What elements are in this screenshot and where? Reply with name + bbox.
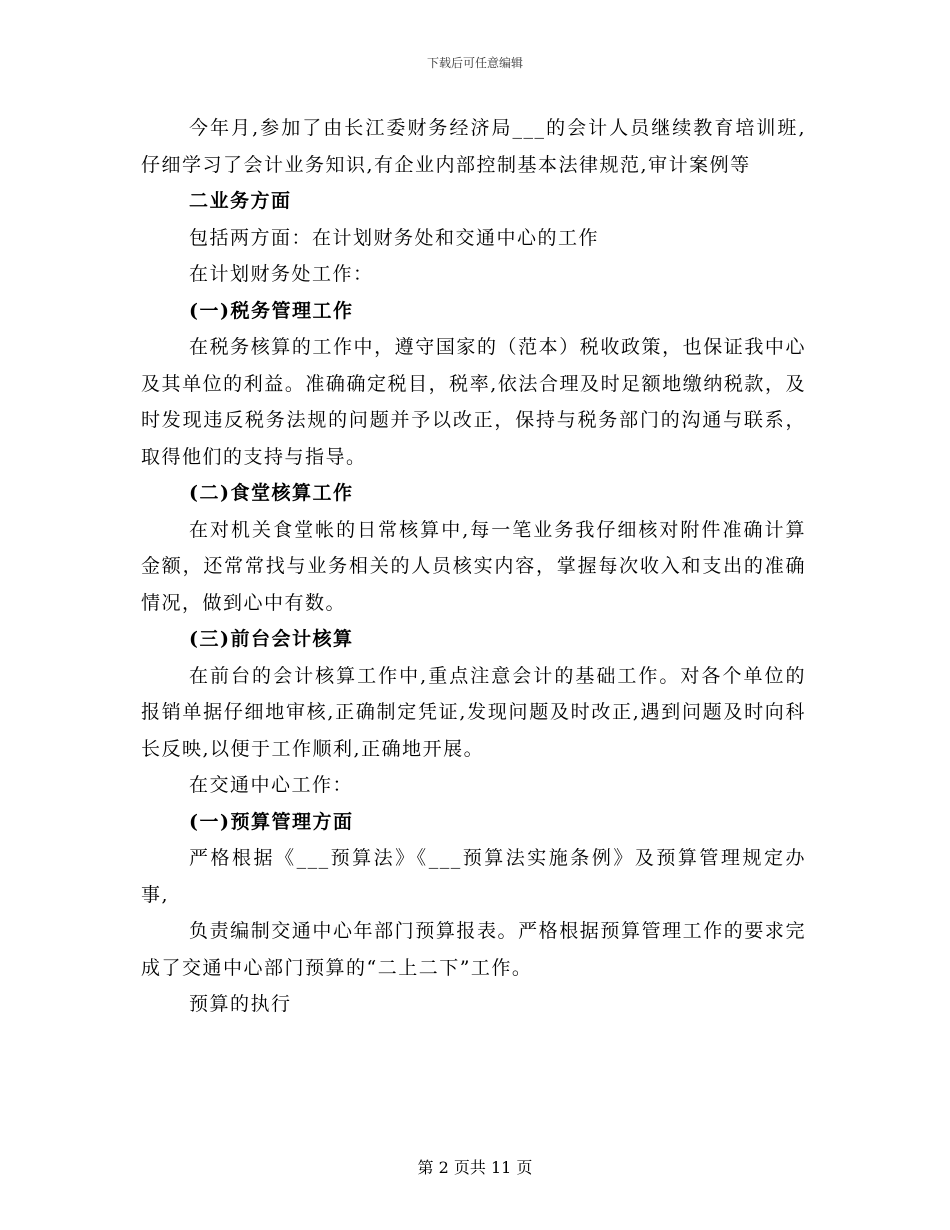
paragraph-two-aspects: 包括两方面：在计划财务处和交通中心的工作 (189, 226, 600, 249)
page-footer: 第 2 页共 11 页 (417, 1158, 533, 1177)
paragraph-finance-dept: 在计划财务处工作： (189, 263, 374, 285)
heading-budget: (一)预算管理方面 (189, 810, 354, 833)
heading-canteen: (二)食堂核算工作 (189, 482, 354, 504)
heading-tax: (一)税务管理工作 (189, 299, 354, 322)
paragraph-traffic-center: 在交通中心工作： (189, 774, 354, 796)
heading-business: 二业务方面 (189, 190, 292, 212)
paragraph-canteen: 在对机关食堂帐的日常核算中,每一笔业务我仔细核对附件准确计算金额，还常常找与业务相关的人员核实内容，掌握每次收入和支出的准确情况，做到心中有数。 (141, 518, 806, 614)
paragraph-training: 今年月,参加了由长江委财务经济局___的会计人员继续教育培训班,仔细学习了会计业务知识,有企业内部控制基本法律规范,审计案例等 (141, 117, 806, 176)
paragraph-budget-report: 负责编制交通中心年部门预算报表。严格根据预算管理工作的要求完成了交通中心部门预算的“二上二下”工作。 (141, 920, 806, 979)
page-header: 下载后可任意编辑 (426, 56, 523, 70)
heading-front-desk: (三)前台会计核算 (189, 628, 354, 650)
paragraph-budget-execution: 预算的执行 (189, 993, 292, 1015)
paragraph-tax: 在税务核算的工作中，遵守国家的（范本）税收政策，也保证我中心及其单位的利益。准确确定税目，税率,依法合理及时足额地缴纳税款，及时发现违反税务法规的问题并予以改正，保持与税务部门的沟通与联系，取得他们的支持与指导。 (141, 336, 806, 468)
paragraph-front-desk: 在前台的会计核算工作中,重点注意会计的基础工作。对各个单位的报销单据仔细地审核,正确制定凭证,发现问题及时改正,遇到问题及时向科长反映,以便于工作顺利,正确地开展。 (141, 664, 806, 760)
document-body (141, 110, 806, 1023)
paragraph-budget-law: 严格根据《___预算法》《___预算法实施条例》及预算管理规定办事, (141, 847, 806, 906)
